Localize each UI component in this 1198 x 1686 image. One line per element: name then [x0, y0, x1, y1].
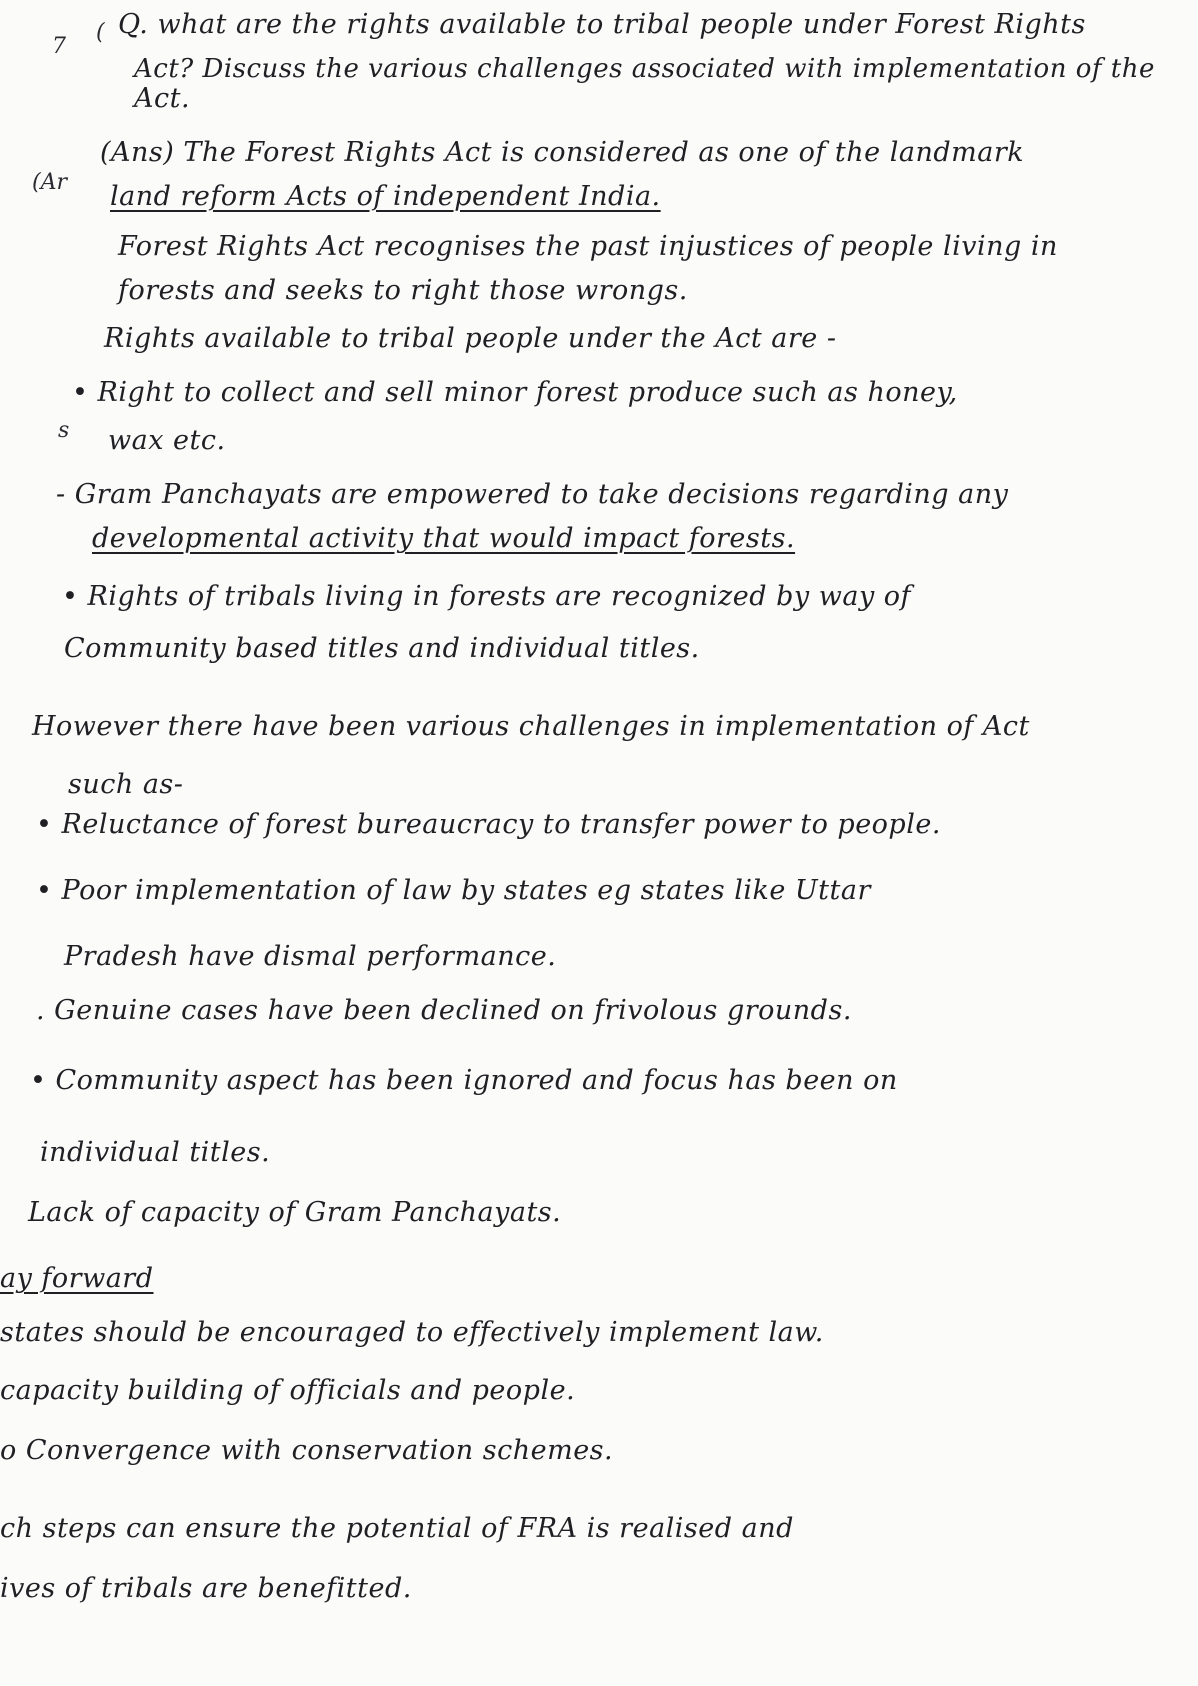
margin-number: 7 — [52, 34, 66, 59]
challenge-item-1-line-1: • Reluctance of forest bureaucracy to transfer power to people. — [36, 809, 941, 840]
conclusion-line-2: ives of tribals are benefitted. — [0, 1573, 412, 1604]
challenges-heading-line-2: such as- — [68, 769, 184, 800]
challenge-item-2-line-2: Pradesh have dismal performance. — [64, 941, 557, 972]
question-line-1: Q. what are the rights available to tribal people under Forest Rights — [118, 9, 1086, 40]
question-line-3: Act. — [134, 83, 191, 114]
way-forward-item-3: o Convergence with conservation schemes. — [0, 1435, 614, 1466]
way-forward-heading: ay forward — [0, 1263, 154, 1294]
rights-heading: Rights available to tribal people under the Act are - — [104, 323, 837, 354]
right-item-3-line-2: Community based titles and individual titles. — [64, 633, 700, 664]
right-item-2-line-1: - Gram Panchayats are empowered to take decisions regarding any — [56, 479, 1009, 510]
margin-squiggle: s — [58, 418, 70, 443]
challenge-item-2-line-1: • Poor implementation of law by states eg states like Uttar — [36, 875, 871, 906]
question-line-2: Act? Discuss the various challenges associated with implementation of the — [134, 54, 1155, 84]
right-item-2-line-2: developmental activity that would impact forests. — [92, 523, 796, 554]
challenges-heading-line-1: However there have been various challenges in implementation of Act — [32, 711, 1030, 742]
challenge-item-4-line-1: • Community aspect has been ignored and focus has been on — [30, 1065, 898, 1096]
answer-intro-line-1: (Ans) The Forest Rights Act is considered as one of the landmark — [100, 137, 1025, 168]
conclusion-line-1: ch steps can ensure the potential of FRA is realised and — [0, 1513, 794, 1544]
right-item-1-line-1: • Right to collect and sell minor forest produce such as honey, — [72, 377, 958, 408]
right-item-1-line-2: wax etc. — [108, 425, 226, 456]
challenge-item-5-line-1: Lack of capacity of Gram Panchayats. — [28, 1197, 562, 1228]
way-forward-item-1: states should be encouraged to effectively implement law. — [0, 1317, 824, 1348]
challenge-item-3-line-1: . Genuine cases have been declined on frivolous grounds. — [36, 995, 852, 1026]
answer-para2-line-2: forests and seeks to right those wrongs. — [118, 275, 688, 306]
answer-para2-line-1: Forest Rights Act recognises the past injustices of people living in — [118, 231, 1058, 262]
challenge-item-4-line-2: individual titles. — [40, 1137, 271, 1168]
answer-intro-line-2: land reform Acts of independent India. — [110, 181, 661, 212]
right-item-3-line-1: • Rights of tribals living in forests are recognized by way of — [62, 581, 912, 612]
way-forward-item-2: capacity building of officials and people. — [0, 1375, 576, 1406]
margin-ans-mark: (Ar — [32, 170, 67, 195]
margin-bracket: ( — [96, 20, 105, 45]
